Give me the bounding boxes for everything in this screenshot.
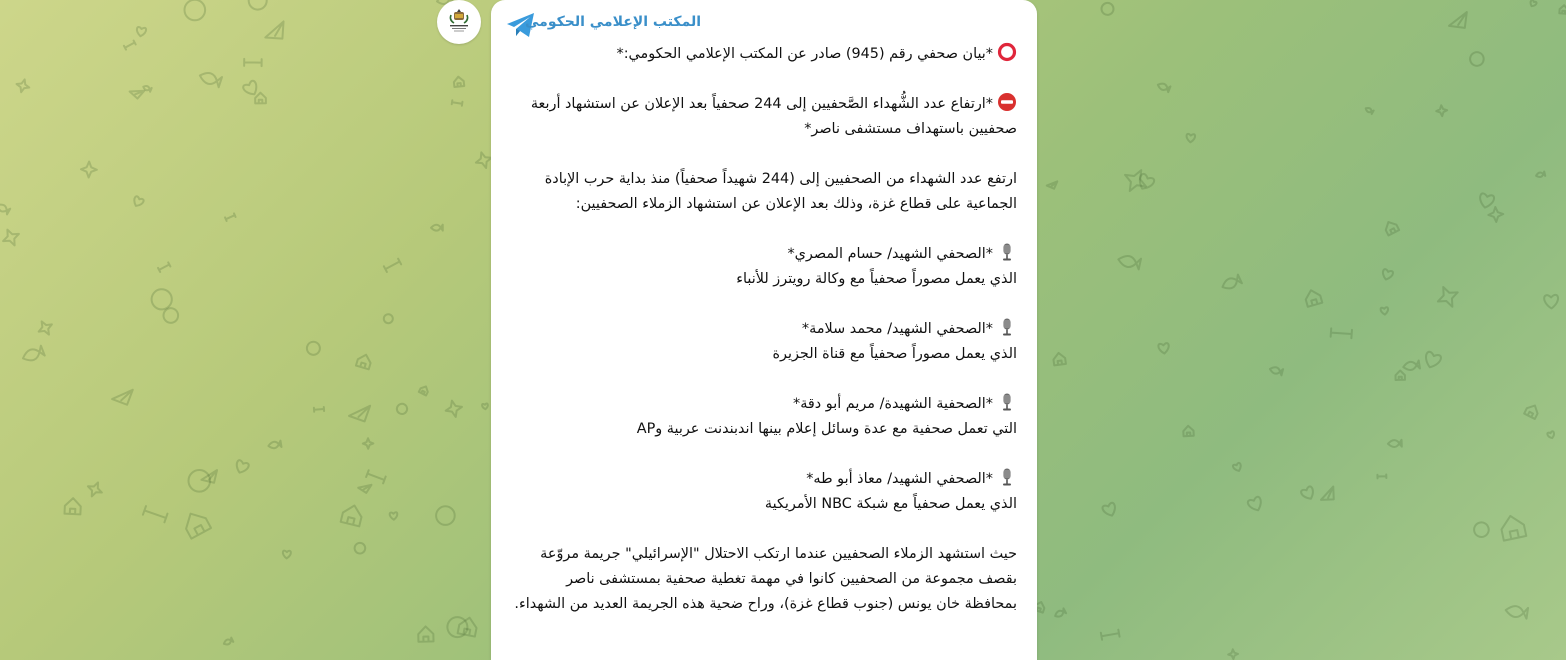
wallpaper-doodle [35, 318, 56, 339]
red-circle-icon [997, 42, 1017, 62]
journalist-name-text: *الصحفي الشهيد/ محمد سلامة* [801, 321, 993, 337]
statement-header-text: *بيان صحفي رقم (945) صادر عن المكتب الإعلامي الحكومي:* [616, 46, 993, 62]
wallpaper-doodle [143, 506, 168, 522]
microphone-icon [997, 467, 1017, 487]
wallpaper-doodle [1377, 474, 1386, 478]
wallpaper-doodle [341, 503, 364, 526]
wallpaper-doodle [358, 483, 372, 493]
wallpaper-doodle [225, 213, 236, 221]
wallpaper-doodle [1247, 496, 1264, 513]
wallpaper-doodle [305, 340, 323, 358]
wallpaper-doodle [390, 512, 398, 520]
wallpaper-doodle [1505, 605, 1528, 619]
wallpaper-doodle [124, 41, 136, 50]
wallpaper-doodle [1331, 328, 1352, 338]
wallpaper-doodle [1047, 181, 1058, 189]
wallpaper-doodle [1524, 403, 1540, 419]
channel-name[interactable]: المكتب الإعلامي الحكومي [525, 14, 702, 30]
wallpaper-doodle [1403, 361, 1420, 372]
intro-paragraph: ارتفع عدد الشهداء من الصحفيين إلى (244 شهيداً صحفياً) منذ بداية حرب الإبادة الجماعية على قطاع غزة، وذلك بعد الإعلان عن استشهاد الزملاء الصحفيين: [544, 171, 1017, 212]
wallpaper-doodle [1102, 502, 1118, 518]
wallpaper-doodle [1380, 307, 1388, 315]
wallpaper-doodle [1447, 12, 1472, 32]
journalist-name [513, 392, 1017, 417]
wallpaper-doodle [223, 638, 233, 646]
wallpaper-doodle [353, 541, 367, 555]
journalist-name [513, 317, 1017, 342]
journalist-name-text: *الصحفية الشهيدة/ مريم أبو دقة* [793, 396, 993, 412]
wallpaper-doodle [151, 288, 173, 310]
wallpaper-doodle [1365, 107, 1374, 114]
wallpaper-doodle [314, 407, 324, 412]
wallpaper-doodle [181, 508, 211, 538]
channel-post [491, 0, 1037, 660]
wallpaper-doodle [85, 479, 105, 499]
wallpaper-doodle [348, 406, 372, 423]
wallpaper-doodle [248, 0, 268, 10]
wallpaper-doodle [1054, 608, 1066, 618]
wallpaper-doodle [1388, 440, 1402, 447]
wallpaper-doodle [1228, 649, 1238, 659]
wallpaper-doodle [1053, 352, 1066, 365]
wallpaper-doodle [1117, 254, 1141, 269]
wallpaper-doodle [418, 626, 433, 641]
wallpaper-doodle [1136, 173, 1155, 192]
wallpaper-doodle [255, 93, 266, 104]
wallpaper-doodle [1488, 207, 1504, 223]
no-entry-icon [997, 92, 1017, 112]
message-text [513, 42, 1017, 617]
government-emblem-icon [439, 2, 479, 42]
headline [513, 92, 1017, 142]
wallpaper-doodle [268, 441, 282, 449]
wallpaper-doodle [198, 70, 222, 87]
wallpaper-doodle [1101, 2, 1115, 16]
wallpaper-doodle [431, 225, 443, 231]
wallpaper-doodle [1186, 134, 1195, 143]
headline-text: *ارتفاع عدد الشُّهداء الصَّحفيين إلى 244 صحفياً بعد الإعلان عن استشهاد أربعة صحفيين باستهداف مستشفى ناصر* [530, 96, 1017, 137]
journalist-role: الذي يعمل مصوراً صحفياً مع قناة الجزيرة [772, 346, 1017, 362]
microphone-icon [997, 242, 1017, 262]
wallpaper-doodle [1383, 219, 1399, 235]
wallpaper-doodle [1232, 462, 1242, 472]
wallpaper-doodle [244, 59, 262, 66]
wallpaper-doodle [184, 0, 205, 21]
wallpaper-doodle [1433, 282, 1462, 311]
wallpaper-doodle [1119, 164, 1151, 196]
channel-avatar[interactable] [437, 0, 481, 44]
wallpaper-doodle [111, 390, 134, 406]
wallpaper-doodle [452, 100, 463, 106]
wallpaper-doodle [1220, 275, 1241, 292]
wallpaper-doodle [1183, 426, 1194, 437]
wallpaper-doodle [0, 202, 10, 214]
wallpaper-doodle [1269, 366, 1283, 375]
wallpaper-doodle [128, 87, 144, 100]
wallpaper-doodle [1395, 370, 1405, 380]
wallpaper-doodle [1318, 487, 1339, 505]
journalist-role: الذي يعمل مصوراً صحفياً مع وكالة رويترز للأنباء [736, 271, 1017, 287]
microphone-icon [997, 317, 1017, 337]
wallpaper-doodle [1547, 431, 1555, 439]
wallpaper-doodle [366, 470, 386, 483]
wallpaper-doodle [482, 403, 488, 409]
journalist-name [513, 467, 1017, 492]
microphone-icon [997, 392, 1017, 412]
wallpaper-doodle [1559, 5, 1566, 14]
wallpaper-doodle [383, 314, 393, 324]
wallpaper-doodle [1472, 521, 1490, 539]
wallpaper-doodle [1157, 82, 1171, 92]
wallpaper-doodle [453, 76, 464, 87]
journalist-name-text: *الصحفي الشهيد/ حسام المصري* [787, 246, 993, 262]
wallpaper-doodle [396, 403, 409, 416]
wallpaper-doodle [81, 161, 97, 177]
post-header [505, 8, 1023, 40]
wallpaper-doodle [1300, 486, 1316, 502]
wallpaper-doodle [1529, 0, 1537, 8]
wallpaper-doodle [1381, 269, 1394, 281]
wallpaper-doodle [384, 259, 401, 272]
wallpaper-doodle [1544, 295, 1558, 309]
wallpaper-doodle [234, 460, 250, 475]
wallpaper-doodle [136, 27, 146, 37]
journalist-role: التي تعمل صحفية مع عدة وسائل إعلام بينها اندبندنت عربية وAP [636, 421, 1017, 437]
wallpaper-doodle [283, 551, 291, 559]
wallpaper-doodle [356, 353, 372, 369]
wallpaper-doodle [436, 506, 455, 525]
statement-header [513, 42, 1017, 67]
wallpaper-doodle [1423, 351, 1442, 370]
wallpaper-doodle [21, 346, 45, 364]
wallpaper-doodle [1499, 514, 1526, 541]
wallpaper-doodle [419, 385, 430, 396]
wallpaper-doodle [158, 262, 170, 272]
wallpaper-doodle [262, 21, 289, 44]
closing-paragraph: حيث استشهد الزملاء الصحفيين عندما ارتكب الاحتلال "الإسرائيلي" جريمة مروّعة بقصف مجموعة من الصحفيين كانوا في مهمة تغطية صحفية بمستشفى ناصر بمحافظة خان يونس (جنوب قطاع غزة)، وراح ضحية هذه الجريمة العديد من الشهداء. [514, 546, 1017, 612]
wallpaper-doodle [1478, 193, 1495, 209]
wallpaper-doodle [1436, 105, 1448, 117]
wallpaper-doodle [1304, 288, 1323, 307]
wallpaper-doodle [363, 438, 374, 449]
wallpaper-doodle [0, 226, 23, 249]
wallpaper-doodle [1536, 172, 1546, 178]
wallpaper-doodle [444, 399, 464, 419]
wallpaper-doodle [15, 78, 31, 94]
wallpaper-doodle [1468, 50, 1486, 68]
wallpaper-doodle [1158, 343, 1170, 354]
wallpaper-doodle [65, 498, 82, 515]
wallpaper-doodle [132, 196, 145, 208]
journalist-role: الذي يعمل صحفياً مع شبكة NBC الأمريكية [764, 496, 1017, 512]
wallpaper-doodle [1101, 630, 1120, 640]
journalist-name-text: *الصحفي الشهيد/ معاذ أبو طه* [806, 471, 993, 487]
journalist-name [513, 242, 1017, 267]
